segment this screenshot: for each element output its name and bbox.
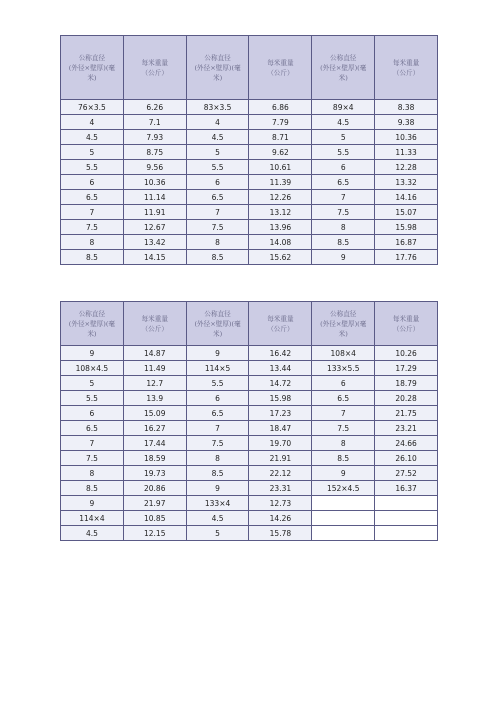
weight-cell: 18.47 — [249, 421, 312, 436]
weight-cell: 14.16 — [375, 190, 438, 205]
diameter-cell: 6 — [186, 175, 249, 190]
diameter-cell: 8.5 — [61, 481, 124, 496]
diameter-cell: 9 — [61, 346, 124, 361]
diameter-cell: 5 — [186, 526, 249, 541]
table-row — [61, 526, 438, 541]
diameter-cell: 76×3.5 — [61, 100, 124, 115]
diameter-cell: 7.5 — [61, 220, 124, 235]
weight-cell: 7.93 — [123, 130, 186, 145]
weight-cell: 15.09 — [123, 406, 186, 421]
diameter-cell: 7 — [186, 205, 249, 220]
weight-cell — [375, 496, 438, 511]
diameter-cell: 4 — [186, 115, 249, 130]
diameter-cell: 6 — [61, 175, 124, 190]
weight-cell: 12.26 — [249, 190, 312, 205]
table-row — [61, 376, 438, 391]
weight-cell: 16.27 — [123, 421, 186, 436]
diameter-cell: 4.5 — [312, 115, 375, 130]
weight-cell: 24.66 — [375, 436, 438, 451]
diameter-cell: 152×4.5 — [312, 481, 375, 496]
weight-cell: 10.26 — [375, 346, 438, 361]
diameter-cell: 9 — [186, 346, 249, 361]
header-weight-per-meter: 每米重量 （公斤） — [375, 302, 438, 346]
table-row — [61, 100, 438, 115]
table-row — [61, 421, 438, 436]
table-row — [61, 190, 438, 205]
weight-cell: 12.15 — [123, 526, 186, 541]
diameter-cell — [312, 526, 375, 541]
diameter-cell: 8 — [186, 235, 249, 250]
diameter-cell: 6.5 — [61, 421, 124, 436]
table-row — [61, 511, 438, 526]
table-row — [61, 481, 438, 496]
diameter-cell: 6.5 — [312, 391, 375, 406]
diameter-cell: 4 — [61, 115, 124, 130]
diameter-cell: 7.5 — [312, 205, 375, 220]
header-weight-per-meter: 每米重量 （公斤） — [375, 36, 438, 100]
diameter-cell: 7 — [61, 205, 124, 220]
diameter-cell — [312, 511, 375, 526]
weight-cell: 10.61 — [249, 160, 312, 175]
diameter-cell: 4.5 — [186, 130, 249, 145]
weight-cell: 21.75 — [375, 406, 438, 421]
diameter-cell: 8 — [312, 436, 375, 451]
diameter-cell: 8.5 — [61, 250, 124, 265]
weight-cell: 11.49 — [123, 361, 186, 376]
header-nominal-diameter: 公称直径 (外径×壁厚)(毫 米) — [312, 302, 375, 346]
weight-cell: 13.44 — [249, 361, 312, 376]
weight-cell: 13.96 — [249, 220, 312, 235]
table-row — [61, 220, 438, 235]
weight-cell: 14.08 — [249, 235, 312, 250]
weight-cell: 8.71 — [249, 130, 312, 145]
diameter-cell: 83×3.5 — [186, 100, 249, 115]
diameter-cell: 7.5 — [61, 451, 124, 466]
weight-cell: 21.97 — [123, 496, 186, 511]
weight-cell: 11.91 — [123, 205, 186, 220]
header-weight-per-meter: 每米重量 （公斤） — [249, 36, 312, 100]
weight-cell: 8.75 — [123, 145, 186, 160]
diameter-cell: 133×4 — [186, 496, 249, 511]
diameter-cell: 89×4 — [312, 100, 375, 115]
table-row — [61, 130, 438, 145]
diameter-cell: 7 — [312, 406, 375, 421]
table-row — [61, 346, 438, 361]
weight-cell: 13.42 — [123, 235, 186, 250]
diameter-cell: 8 — [61, 466, 124, 481]
table-row — [61, 205, 438, 220]
header-nominal-diameter: 公称直径 (外径×壁厚)(毫 米) — [186, 36, 249, 100]
diameter-cell: 9 — [312, 466, 375, 481]
weight-cell: 23.21 — [375, 421, 438, 436]
diameter-cell: 108×4.5 — [61, 361, 124, 376]
table-row — [61, 175, 438, 190]
weight-cell: 17.76 — [375, 250, 438, 265]
weight-cell: 17.44 — [123, 436, 186, 451]
weight-cell: 19.73 — [123, 466, 186, 481]
weight-cell: 15.78 — [249, 526, 312, 541]
weight-cell: 10.36 — [123, 175, 186, 190]
weight-cell: 12.67 — [123, 220, 186, 235]
weight-cell: 15.07 — [375, 205, 438, 220]
diameter-cell: 8 — [312, 220, 375, 235]
weight-cell: 10.36 — [375, 130, 438, 145]
weight-cell: 19.70 — [249, 436, 312, 451]
weight-cell: 16.42 — [249, 346, 312, 361]
table-row — [61, 406, 438, 421]
diameter-cell: 6 — [312, 376, 375, 391]
weight-cell: 23.31 — [249, 481, 312, 496]
weight-cell: 7.1 — [123, 115, 186, 130]
diameter-cell: 114×5 — [186, 361, 249, 376]
table-row — [61, 496, 438, 511]
diameter-cell: 6 — [186, 391, 249, 406]
table-row — [61, 115, 438, 130]
diameter-cell: 7 — [312, 190, 375, 205]
table-header-row — [61, 302, 438, 346]
diameter-cell: 8 — [61, 235, 124, 250]
diameter-cell: 6.5 — [186, 406, 249, 421]
diameter-cell: 9 — [61, 496, 124, 511]
weight-cell: 18.59 — [123, 451, 186, 466]
weight-cell: 13.32 — [375, 175, 438, 190]
weight-cell: 8.38 — [375, 100, 438, 115]
table-row — [61, 466, 438, 481]
weight-cell: 20.28 — [375, 391, 438, 406]
weight-cell: 13.9 — [123, 391, 186, 406]
diameter-cell: 8.5 — [186, 250, 249, 265]
diameter-cell: 108×4 — [312, 346, 375, 361]
diameter-cell: 5.5 — [61, 391, 124, 406]
weight-cell: 14.26 — [249, 511, 312, 526]
diameter-cell: 7.5 — [312, 421, 375, 436]
weight-cell: 12.28 — [375, 160, 438, 175]
weight-cell: 6.86 — [249, 100, 312, 115]
header-weight-per-meter: 每米重量 （公斤） — [123, 36, 186, 100]
weight-cell: 7.79 — [249, 115, 312, 130]
weight-cell: 9.62 — [249, 145, 312, 160]
diameter-cell: 5.5 — [61, 160, 124, 175]
diameter-cell: 4.5 — [186, 511, 249, 526]
diameter-cell: 5.5 — [186, 376, 249, 391]
diameter-cell: 6 — [312, 160, 375, 175]
diameter-cell: 4.5 — [61, 526, 124, 541]
diameter-cell: 5 — [61, 145, 124, 160]
weight-cell: 18.79 — [375, 376, 438, 391]
header-weight-per-meter: 每米重量 （公斤） — [123, 302, 186, 346]
table-row — [61, 361, 438, 376]
diameter-cell: 114×4 — [61, 511, 124, 526]
table-row — [61, 145, 438, 160]
pipe-weight-table-1 — [60, 35, 438, 265]
weight-cell: 16.87 — [375, 235, 438, 250]
weight-cell: 6.26 — [123, 100, 186, 115]
diameter-cell: 6 — [61, 406, 124, 421]
weight-cell: 13.12 — [249, 205, 312, 220]
weight-cell: 12.73 — [249, 496, 312, 511]
weight-cell: 26.10 — [375, 451, 438, 466]
table-row — [61, 250, 438, 265]
weight-cell: 15.98 — [375, 220, 438, 235]
diameter-cell: 8.5 — [312, 235, 375, 250]
weight-cell: 14.72 — [249, 376, 312, 391]
weight-cell: 20.86 — [123, 481, 186, 496]
diameter-cell: 5 — [186, 145, 249, 160]
diameter-cell: 5 — [312, 130, 375, 145]
weight-cell: 16.37 — [375, 481, 438, 496]
weight-cell — [375, 526, 438, 541]
header-nominal-diameter: 公称直径 (外径×壁厚)(毫 米) — [186, 302, 249, 346]
pipe-weight-table-2 — [60, 301, 438, 541]
table-row — [61, 391, 438, 406]
diameter-cell: 5.5 — [186, 160, 249, 175]
diameter-cell: 9 — [186, 481, 249, 496]
weight-cell: 12.7 — [123, 376, 186, 391]
diameter-cell: 7.5 — [186, 220, 249, 235]
diameter-cell: 5 — [61, 376, 124, 391]
diameter-cell — [312, 496, 375, 511]
diameter-cell: 8.5 — [312, 451, 375, 466]
table-row — [61, 160, 438, 175]
diameter-cell: 7 — [186, 421, 249, 436]
diameter-cell: 7 — [61, 436, 124, 451]
weight-cell: 11.14 — [123, 190, 186, 205]
table-row — [61, 451, 438, 466]
weight-cell: 14.15 — [123, 250, 186, 265]
weight-cell — [375, 511, 438, 526]
diameter-cell: 4.5 — [61, 130, 124, 145]
diameter-cell: 6.5 — [186, 190, 249, 205]
weight-cell: 15.98 — [249, 391, 312, 406]
table-row — [61, 235, 438, 250]
weight-cell: 21.91 — [249, 451, 312, 466]
diameter-cell: 8 — [186, 451, 249, 466]
weight-cell: 17.29 — [375, 361, 438, 376]
weight-cell: 15.62 — [249, 250, 312, 265]
diameter-cell: 9 — [312, 250, 375, 265]
diameter-cell: 7.5 — [186, 436, 249, 451]
weight-cell: 22.12 — [249, 466, 312, 481]
diameter-cell: 6.5 — [61, 190, 124, 205]
header-nominal-diameter: 公称直径 (外径×壁厚)(毫 米) — [61, 302, 124, 346]
header-weight-per-meter: 每米重量 （公斤） — [249, 302, 312, 346]
table-row — [61, 436, 438, 451]
weight-cell: 14.87 — [123, 346, 186, 361]
weight-cell: 27.52 — [375, 466, 438, 481]
table-header-row — [61, 36, 438, 100]
diameter-cell: 5.5 — [312, 145, 375, 160]
weight-cell: 9.56 — [123, 160, 186, 175]
diameter-cell: 8.5 — [186, 466, 249, 481]
diameter-cell: 133×5.5 — [312, 361, 375, 376]
weight-cell: 10.85 — [123, 511, 186, 526]
weight-cell: 17.23 — [249, 406, 312, 421]
header-nominal-diameter: 公称直径 (外径×壁厚)(毫 米) — [312, 36, 375, 100]
header-nominal-diameter: 公称直径 (外径×壁厚)(毫 米) — [61, 36, 124, 100]
weight-cell: 9.38 — [375, 115, 438, 130]
weight-cell: 11.33 — [375, 145, 438, 160]
weight-cell: 11.39 — [249, 175, 312, 190]
diameter-cell: 6.5 — [312, 175, 375, 190]
